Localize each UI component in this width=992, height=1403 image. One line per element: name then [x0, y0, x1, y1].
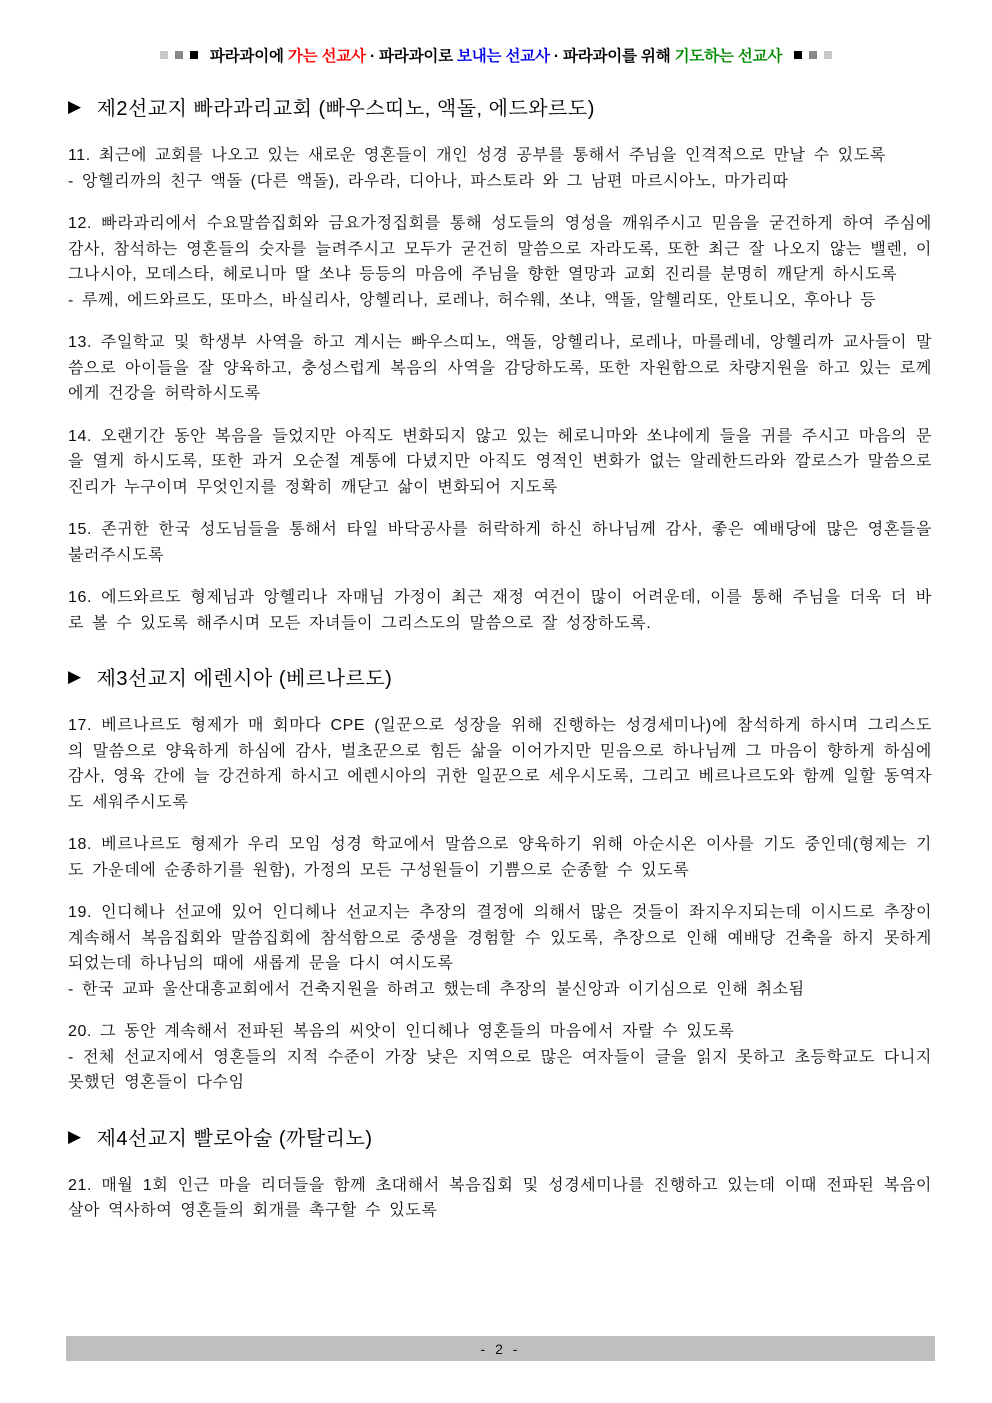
section-title: 제3선교지 에렌시아 (베르나르도): [96, 668, 393, 690]
prayer-item: [68, 1173, 932, 1224]
prayer-paragraph: - 한국 교파 울산대흥교회에서 건축지원을 하려고 했는데 추장의 불신앙과 이기심으로 인해 취소됨: [68, 980, 805, 998]
prayer-item: [68, 143, 932, 194]
square-bullet-icon: [809, 51, 817, 59]
section-marker-icon: ▶: [68, 1126, 82, 1146]
prayer-item: [68, 211, 932, 313]
header-title-segment: 파라과이에: [209, 48, 288, 65]
prayer-item: [68, 330, 932, 407]
square-bullet-icon: [160, 51, 168, 59]
page-number: - 2 -: [480, 1340, 521, 1357]
header-title-segment: 보내는 선교사: [457, 48, 550, 65]
header-squares-left-icon: [160, 51, 198, 59]
header-title: [210, 44, 782, 66]
prayer-paragraph: 13. 주일학교 및 학생부 사역을 하고 계시는 빠우스띠노, 액돌, 앙헬리나, 로레나, 마를레네, 앙헬리까 교사들이 말씀으로 아이들을 잘 양육하고, 충성스럽게 복음의 사역을 감당하도록, 또한 자원함으로 차량지원을 하고 있는 로께에게 건강을 허락하시도록: [68, 334, 932, 402]
section-heading: [68, 662, 932, 691]
section-title: 제4선교지 빨로아술 (까탈리노): [96, 1127, 373, 1150]
square-bullet-icon: [190, 51, 198, 59]
square-bullet-icon: [175, 51, 183, 59]
prayer-paragraph: 15. 존귀한 한국 성도님들을 통해서 타일 바닥공사를 허락하게 하신 하나님께 감사, 좋은 예배당에 많은 영혼들을 불러주시도록: [68, 521, 932, 564]
prayer-paragraph: 16. 에드와르도 형제님과 앙헬리나 자매님 가정이 최근 재정 여건이 많이 어려운데, 이를 통해 주님을 더욱 더 바로 볼 수 있도록 해주시며 모든 자녀들이 그리스도의 말씀으로 잘 성장하도록.: [68, 589, 932, 632]
prayer-item: [68, 585, 932, 636]
prayer-paragraph: - 루께, 에드와르도, 또마스, 바실리사, 앙헬리나, 로레나, 허수웨, 쏘냐, 액돌, 알헬리또, 안토니오, 후아나 등: [68, 291, 877, 309]
header-title-segment: ·: [365, 48, 380, 65]
header-title-segment: 파라과이로: [379, 48, 458, 65]
header-title-segment: 가는 선교사: [287, 48, 366, 65]
square-bullet-icon: [824, 51, 832, 59]
document-content: [68, 92, 932, 1224]
header-title-segment: 파라과이를 위해: [562, 48, 675, 65]
prayer-item: [68, 832, 932, 883]
prayer-paragraph: - 전체 선교지에서 영혼들의 지적 수준이 가장 낮은 지역으로 많은 여자들이 글을 읽지 못하고 초등학교도 다니지 못했던 영혼들이 다수임: [68, 1048, 932, 1091]
prayer-paragraph: 20. 그 동안 계속해서 전파된 복음의 씨앗이 인디헤나 영혼들의 마음에서 자랄 수 있도록: [68, 1023, 735, 1040]
section-heading: [68, 92, 932, 121]
page-footer: [66, 1336, 935, 1361]
header-title-segment: ·: [549, 48, 563, 65]
section-marker-icon: ▶: [68, 97, 82, 116]
prayer-item: [68, 900, 932, 1002]
prayer-paragraph: 19. 인디헤나 선교에 있어 인디헤나 선교지는 추장의 결정에 의해서 많은 것들이 좌지우지되는데 이시드로 추장이 계속해서 복음집회와 말씀집회에 참석함으로 중생을 경험할 수 있도록, 추장으로 인해 예배당 건축을 하지 못하게 되었는데 하나님의 때에 새롭게 문을 다시 여시도록: [68, 904, 932, 972]
header-title-segment: 기도하는 선교사: [674, 48, 783, 65]
prayer-item: [68, 1019, 932, 1096]
header-squares-right-icon: [794, 51, 832, 59]
prayer-paragraph: 11. 최근에 교회를 나오고 있는 새로운 영혼들이 개인 성경 공부를 통해서 주님을 인격적으로 만날 수 있도록: [68, 147, 886, 164]
prayer-item: [68, 713, 932, 815]
prayer-paragraph: 12. 빠라과리에서 수요말씀집회와 금요가정집회를 통해 성도들의 영성을 깨워주시고 믿음을 굳건하게 하여 주심에 감사, 참석하는 영혼들의 숫자를 늘려주시고 모두가 굳건히 말씀으로 자라도록, 또한 최근 잘 나오지 않는 밸렌, 이그나시아, 모데스타, 헤로니마 딸 쏘냐 등등의 마음에 주님을 향한 열망과 교회 진리를 분명히 깨닫게 하시도록: [68, 215, 932, 283]
prayer-item: [68, 424, 932, 501]
prayer-paragraph: - 앙헬리까의 친구 액돌 (다른 액돌), 라우라, 디아나, 파스토라 와 그 남편 마르시아노, 마가리따: [68, 172, 789, 190]
document-header: [0, 0, 992, 66]
square-bullet-icon: [794, 51, 802, 59]
section-title: 제2선교지 빠라과리교회 (빠우스띠노, 액돌, 에드와르도): [96, 98, 595, 120]
prayer-paragraph: 14. 오랜기간 동안 복음을 들었지만 아직도 변화되지 않고 있는 헤로니마와 쏘냐에게 들을 귀를 주시고 마음의 문을 열게 하시도록, 또한 과거 오순절 계통에 다녔지만 아직도 영적인 변화가 없는 알레한드라와 깔로스가 말씀으로 진리가 누구이며 무엇인지를 정확히 깨닫고 삶이 변화되어 지도록: [68, 427, 932, 496]
prayer-paragraph: 17. 베르나르도 형제가 매 회마다 CPE (일꾼으로 성장을 위해 진행하는 성경세미나)에 참석하게 하시며 그리스도의 말씀으로 양육하게 하심에 감사, 벌초꾼으로 힘든 삶을 이어가지만 믿음으로 하나님께 그 마음이 향하게 하심에 감사, 영육 간에 늘 강건하게 하시고 에렌시아의 귀한 일꾼으로 세우시도록, 그리고 베르나르도와 함께 일할 동역자도 세워주시도록: [68, 717, 932, 811]
prayer-item: [68, 517, 932, 568]
section-heading: [68, 1122, 932, 1151]
section-marker-icon: ▶: [68, 667, 82, 686]
prayer-paragraph: 21. 매월 1회 인근 마을 리더들을 함께 초대해서 복음집회 및 성경세미나를 진행하고 있는데 이때 전파된 복음이 살아 역사하여 영혼들의 회개를 촉구할 수 있도록: [68, 1176, 932, 1219]
prayer-paragraph: 18. 베르나르도 형제가 우리 모임 성경 학교에서 말씀으로 양육하기 위해 아순시온 이사를 기도 중인데(형제는 기도 가운데에 순종하기를 원함), 가정의 모든 구성원들이 기쁨으로 순종할 수 있도록: [68, 836, 932, 879]
